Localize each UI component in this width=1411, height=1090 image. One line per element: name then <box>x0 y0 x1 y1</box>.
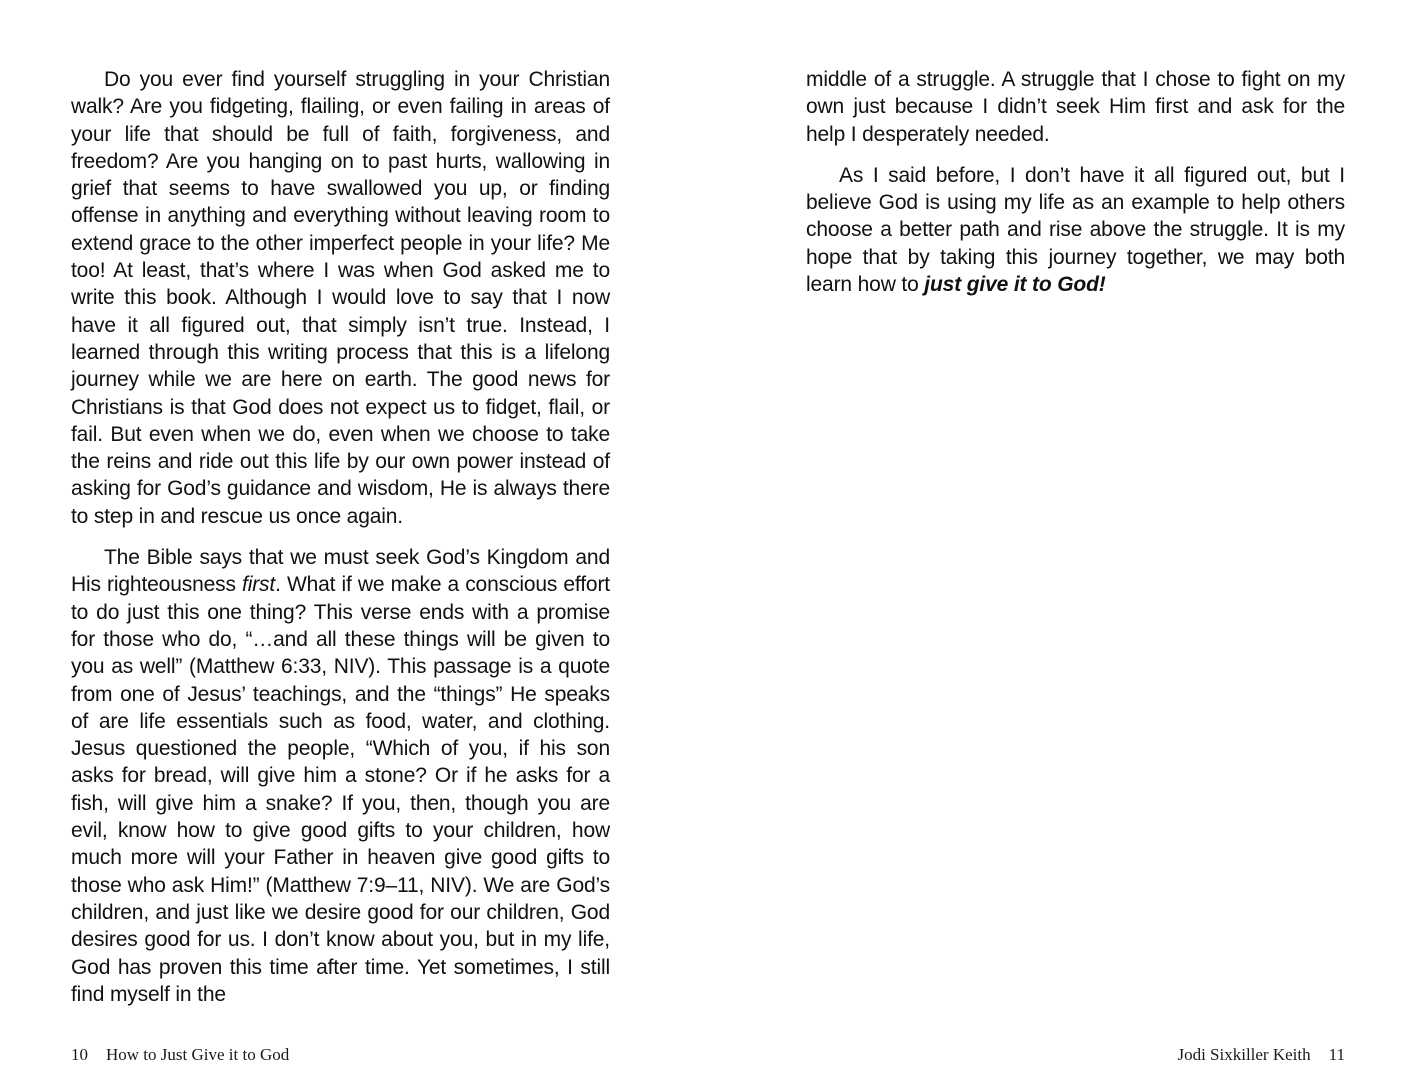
left-page <box>0 0 705 1090</box>
right-page-body <box>806 66 1345 312</box>
left-paragraph-2 <box>71 544 610 1008</box>
closing-emphasis: just give it to God! <box>924 273 1106 297</box>
left-page-footer <box>71 1044 289 1066</box>
right-page-footer <box>1177 1044 1345 1066</box>
right-page <box>705 0 1411 1090</box>
author-name: Jodi Sixkiller Keith <box>1177 1045 1311 1064</box>
left-page-body <box>71 66 610 1022</box>
right-paragraph-1 <box>806 66 1345 148</box>
emphasis-first: first <box>242 573 276 597</box>
right-paragraph-2-text: As I said before, I don’t have it all figured out, but I believe God is using my life as an example to help others choose a better path and rise above the struggle. It is my hope that by taking this journey together, we may both learn how to <box>806 163 1345 297</box>
left-paragraph-2-text-a: The Bible says that we must seek God’s Kingdom and His righteousness <box>71 546 610 597</box>
left-paragraph-2-text-b: . What if we make a conscious effort to do just this one thing? This verse ends with a promise for those who do, “…and all these things will be given to you as well” (Matthew 6:33, NIV). This passage is a quote from one of Jesus’ teachings, and the “things” He speaks of are life essentials such as food, water, and clothing. Jesus questioned the people, “Which of you, if his son asks for bread, will give him a stone? Or if he asks for a fish, will give him a snake? If you, then, though you are evil, know how to give good gifts to your children, how much more will your Father in heaven give good gifts to those who ask Him!” (Matthew 7:9–11, NIV). We are God’s children, and just like we desire good for our children, God desires good for us. I don’t know about you, but in my life, God has proven this time after time. Yet sometimes, I still find myself in the <box>71 573 610 1006</box>
left-paragraph-1-text: Do you ever find yourself struggling in your Christian walk? Are you fidgeting, flailing, or even failing in areas of your life that should be full of faith, forgiveness, and freedom? Are you hanging on to past hurts, wallowing in grief that seems to have swallowed you up, or finding offense in anything and everything without leaving room to extend grace to the other imperfect people in your life? Me too! At least, that’s where I was when God asked me to write this book. Although I would love to say that I now have it all figured out, that simply isn’t true. Instead, I learned through this writing process that this is a lifelong journey while we are here on earth. The good news for Christians is that God does not expect us to fidget, flail, or fail. But even when we do, even when we choose to take the reins and ride out this life by our own power instead of asking for God’s guidance and wisdom, He is always there to step in and rescue us once again. <box>71 68 610 528</box>
right-paragraph-1-text: middle of a struggle. A struggle that I chose to fight on my own just because I didn’t seek Him first and ask for the help I desperately needed. <box>806 68 1345 146</box>
right-paragraph-2 <box>806 162 1345 298</box>
page-number-right: 11 <box>1328 1045 1345 1064</box>
left-paragraph-1 <box>71 66 610 530</box>
running-title: How to Just Give it to God <box>106 1045 290 1064</box>
page-number-left: 10 <box>71 1045 88 1064</box>
